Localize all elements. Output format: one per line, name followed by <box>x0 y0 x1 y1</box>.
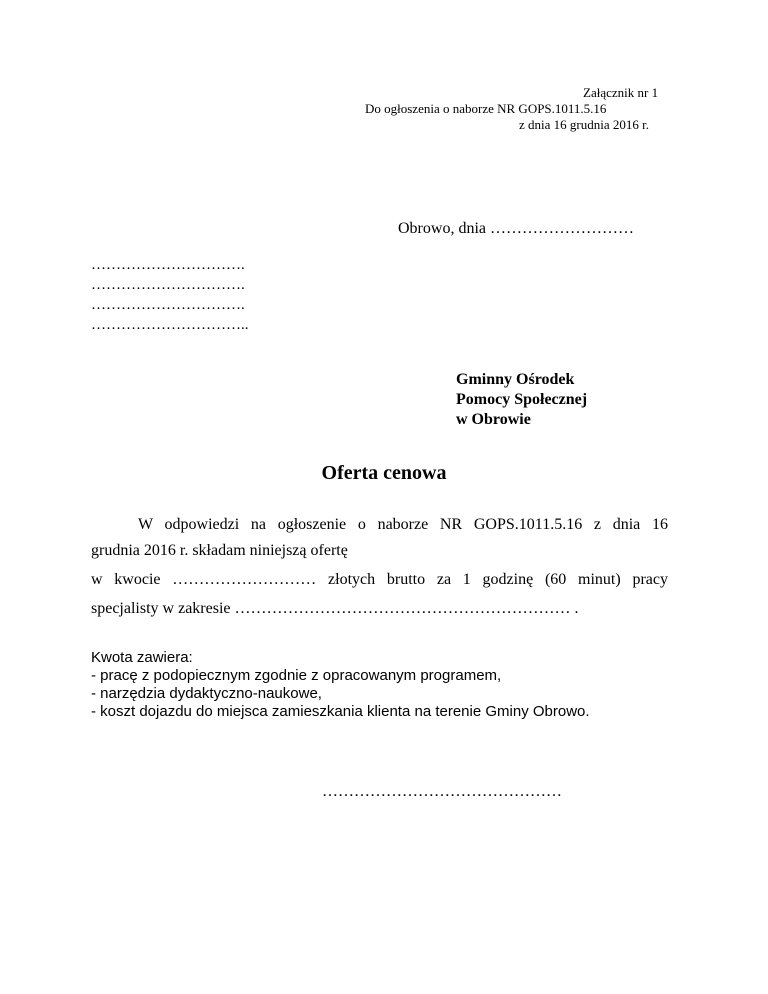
annex-announcement-ref: Do ogłoszenia o naborze NR GOPS.1011.5.16 <box>365 101 607 116</box>
offer-paragraph-line-2: grudnia 2016 r. składam niniejszą ofertę <box>91 542 348 559</box>
recipient-address-block <box>456 370 587 430</box>
list-item: - narzędzia dydaktyczno-naukowe, <box>91 685 322 702</box>
sender-line: …………………………. <box>91 257 245 273</box>
signature-line: ……………………………………… <box>322 783 562 800</box>
place-and-date: Obrowo, dnia ……………………… <box>398 220 634 237</box>
amount-heading: Kwota zawiera: <box>91 649 193 666</box>
offer-text: W odpowiedzi na ogłoszenie o naborze NR GOPS.1011.5.16 z dnia 16 <box>138 516 668 533</box>
sender-line: …………………………. <box>91 297 245 313</box>
offer-text: w kwocie ……………………… złotych brutto za 1 godzinę (60 minut) pracy <box>91 571 668 588</box>
offer-paragraph-line-1 <box>91 516 668 534</box>
amount-includes-section <box>91 649 590 721</box>
sender-line: …………………………. <box>91 277 245 293</box>
annex-date: z dnia 16 grudnia 2016 r. <box>519 117 649 132</box>
sender-address-block <box>91 255 249 335</box>
list-item: - pracę z podopiecznym zgodnie z opracowanym programem, <box>91 667 502 684</box>
annex-number: Załącznik nr 1 <box>583 85 659 100</box>
recipient-line: w Obrowie <box>456 411 531 428</box>
document-title: Oferta cenowa <box>321 462 447 484</box>
recipient-line: Gminny Ośrodek <box>456 371 575 388</box>
offer-paragraph-line-4: specjalisty w zakresie ……………………………………………………… . <box>91 600 579 617</box>
sender-line: ………………………….. <box>91 317 249 333</box>
list-item: - koszt dojazdu do miejsca zamieszkania klienta na terenie Gminy Obrowo. <box>91 703 590 720</box>
offer-paragraph-line-3 <box>91 571 668 589</box>
recipient-line: Pomocy Społecznej <box>456 391 588 408</box>
